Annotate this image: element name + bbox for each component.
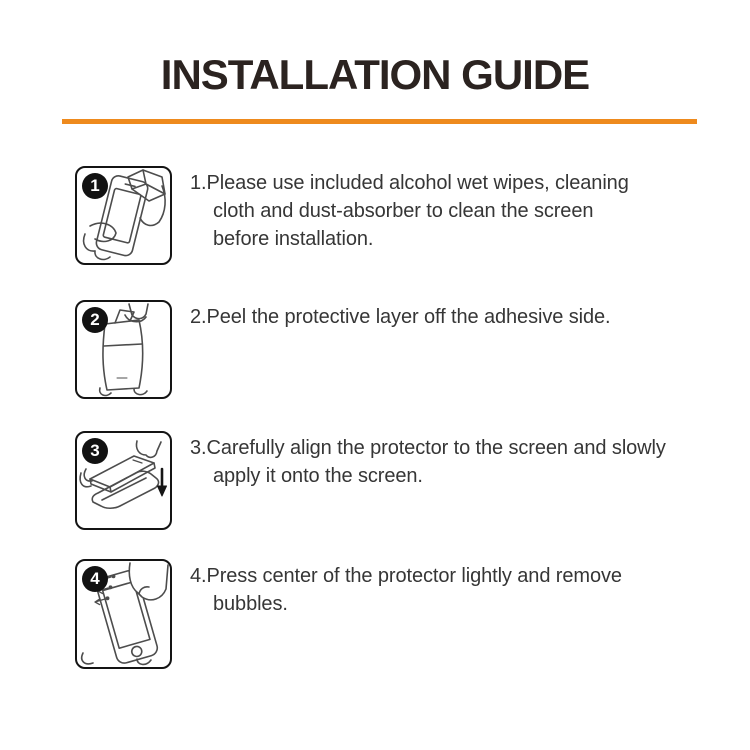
step-text-line: 3.Carefully align the protector to the screen and slowly xyxy=(190,437,666,459)
step-text-line: cloth and dust-absorber to clean the screen xyxy=(213,200,594,222)
step-text-line: 1.Please use included alcohol wet wipes, cleaning xyxy=(190,172,629,194)
step-text xyxy=(190,434,695,530)
step-number-badge: 3 xyxy=(82,438,108,464)
step-illustration-box xyxy=(75,431,172,530)
step-text-line: 2.Peel the protective layer off the adhesive side. xyxy=(190,306,611,328)
step-illustration-box xyxy=(75,166,172,265)
step-text-line: 4.Press center of the protector lightly and remove xyxy=(190,565,622,587)
page-title: INSTALLATION GUIDE xyxy=(160,51,590,98)
step-row xyxy=(75,166,695,265)
step-text xyxy=(190,562,695,669)
step-text-line: apply it onto the screen. xyxy=(213,465,423,487)
step-number-badge: 2 xyxy=(82,307,108,333)
step-illustration-box xyxy=(75,300,172,399)
step-row xyxy=(75,300,695,399)
step-row xyxy=(75,559,695,669)
step-row xyxy=(75,431,695,530)
accent-divider xyxy=(62,119,697,124)
step-number-badge: 4 xyxy=(82,566,108,592)
step-text-line: before installation. xyxy=(213,228,374,250)
step-text xyxy=(190,169,695,265)
step-illustration-box xyxy=(75,559,172,669)
step-text-line: bubbles. xyxy=(213,593,288,615)
step-text xyxy=(190,303,695,399)
step-number-badge: 1 xyxy=(82,173,108,199)
